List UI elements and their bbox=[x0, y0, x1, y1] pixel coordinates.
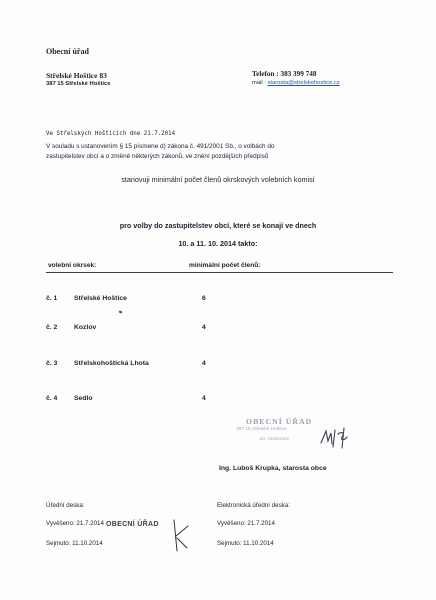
posted-date-electronic-board: Vyvěšeno: 21.7.2014 bbox=[217, 520, 275, 527]
removed-date-office-board: Sejmuto: 11.10.2014 bbox=[46, 540, 103, 547]
office-stamp-address: 387 15 Střelské Hoštice bbox=[236, 427, 287, 432]
office-address-line1: Střelské Hoštice 83 bbox=[46, 71, 107, 80]
table-row bbox=[0, 360, 436, 372]
district-number: č. 3 bbox=[46, 360, 58, 367]
office-board-title: Úřední deska: bbox=[46, 502, 85, 509]
removed-date-electronic-board: Sejmuto: 11.10.2014 bbox=[217, 540, 274, 547]
district-name: Střelskohoštická Lhota bbox=[74, 360, 149, 367]
district-name: Sedlo bbox=[74, 395, 93, 402]
clerk-signature-icon bbox=[168, 514, 194, 554]
table-header-rule bbox=[46, 272, 393, 273]
electronic-board-title: Elektronická úřední deska: bbox=[217, 502, 290, 509]
mayor-signature-icon bbox=[318, 425, 352, 451]
signatory-name: Ing. Luboš Krupka, starosta obce bbox=[219, 465, 327, 472]
phone-number: Telefon : 383 399 748 bbox=[252, 70, 317, 78]
declaration: stanovuji minimální počet členů okrskových volebních komisí bbox=[121, 175, 315, 184]
posted-date-office-board: Vyvěšeno: 21.7.2014 bbox=[46, 520, 104, 527]
lower-office-stamp: OBECNÍ ÚŘAD bbox=[106, 521, 159, 528]
table-row bbox=[0, 295, 436, 307]
district-number: č. 1 bbox=[46, 295, 58, 302]
district-number: č. 2 bbox=[46, 324, 58, 331]
intro-line-1: V souladu s ustanovením § 15 písmene d) zákona č. 491/2001 Sb., o volbách do bbox=[46, 143, 275, 150]
email-label: mail : bbox=[252, 80, 268, 86]
election-dates: 10. a 11. 10. 2014 takto: bbox=[178, 239, 258, 248]
district-name: Střelské Hoštice bbox=[74, 295, 127, 302]
office-stamp-district: okr. Strakonice bbox=[259, 436, 290, 441]
table-row bbox=[0, 395, 436, 407]
email-link[interactable]: starosta@strelskehostice.cz bbox=[267, 80, 340, 86]
district-number: č. 4 bbox=[46, 395, 58, 402]
district-name: Kozlov bbox=[74, 324, 97, 331]
column-header-min-members: minimální počet členů: bbox=[189, 262, 261, 269]
intro-line-2: zastupitelstev obcí a o změně některých zákonů, ve znění pozdějších předpisů bbox=[46, 153, 269, 160]
email-line bbox=[252, 80, 340, 86]
office-stamp-title: OBECNÍ ÚŘAD bbox=[246, 417, 313, 426]
member-count: 4 bbox=[202, 395, 206, 402]
column-header-district: volební okrsek: bbox=[48, 262, 97, 269]
member-count: 4 bbox=[202, 360, 206, 367]
scan-speck bbox=[119, 310, 123, 313]
place-date: Ve Střelských Hošticích dne 21.7.2014 bbox=[46, 131, 176, 137]
member-count: 6 bbox=[202, 295, 206, 302]
table-row bbox=[0, 324, 436, 336]
election-purpose: pro volby do zastupitelstev obcí, které se konají ve dnech bbox=[119, 221, 317, 230]
office-address-line2: 387 15 Střelské Hoštice bbox=[46, 81, 111, 87]
member-count: 4 bbox=[202, 324, 206, 331]
office-name: Obecní úřad bbox=[46, 47, 89, 56]
